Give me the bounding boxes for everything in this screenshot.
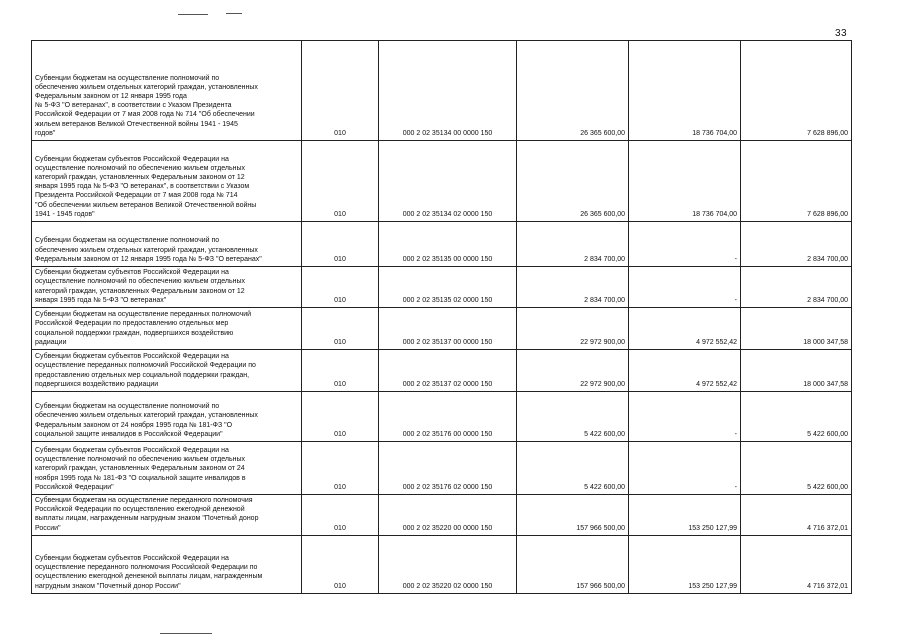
scan-mark (178, 14, 208, 15)
row-approved-amount: 5 422 600,00 (517, 392, 629, 442)
row-approved-amount: 5 422 600,00 (517, 442, 629, 495)
row-approved-amount: 22 972 900,00 (517, 308, 629, 350)
table-row (32, 41, 852, 141)
row-approved-amount: 26 365 600,00 (517, 141, 629, 222)
row-approved-amount: 22 972 900,00 (517, 350, 629, 392)
row-remaining-amount: 2 834 700,00 (741, 222, 852, 267)
row-executed-amount: 153 250 127,99 (629, 535, 741, 593)
row-remaining-amount: 7 628 896,00 (741, 141, 852, 222)
row-remaining-amount: 4 716 372,01 (741, 495, 852, 536)
row-approved-amount: 157 966 500,00 (517, 495, 629, 536)
table-row (32, 308, 852, 350)
scan-mark (160, 633, 212, 634)
row-budget-code: 000 2 02 35135 02 0000 150 (379, 267, 517, 308)
row-description: Субвенции бюджетам субъектов Российской Федерации на осуществление полномочий по обеспечению жильем отдельных категорий граждан, установленных Федеральным законом от 24 ноября 1995 года № 181-ФЗ "О социальной защите инвалидов в Российской Федерации" (32, 442, 302, 495)
row-code: 010 (302, 535, 379, 593)
row-description: Субвенции бюджетам на осуществление переданных полномочий Российской Федерации по предоставлению отдельных мер социальной поддержки граждан, подвергшихся воздействию радиации (32, 308, 302, 350)
row-remaining-amount: 5 422 600,00 (741, 392, 852, 442)
table-row (32, 392, 852, 442)
row-description: Субвенции бюджетам субъектов Российской Федерации на осуществление полномочий по обеспечению жильем отдельных категорий граждан, установленных Федеральным законом от 12 января 1995 года № 5-ФЗ "О ветеранах" (32, 267, 302, 308)
row-description: Субвенции бюджетам субъектов Российской Федерации на осуществление переданных полномочий Российской Федерации по предоставлению отдельных мер социальной поддержки граждан, подвергшихся воздействию радиации (32, 350, 302, 392)
row-budget-code: 000 2 02 35220 02 0000 150 (379, 535, 517, 593)
row-budget-code: 000 2 02 35176 00 0000 150 (379, 392, 517, 442)
row-description: Субвенции бюджетам на осуществление полномочий по обеспечению жильем отдельных категорий граждан, установленных Федеральным законом от 24 ноября 1995 года № 181-ФЗ "О социальной защите инвалидов в Российской Федерации" (32, 392, 302, 442)
table-row (32, 222, 852, 267)
row-code: 010 (302, 350, 379, 392)
row-budget-code: 000 2 02 35137 00 0000 150 (379, 308, 517, 350)
table-row (32, 535, 852, 593)
row-executed-amount: 18 736 704,00 (629, 41, 741, 141)
row-budget-code: 000 2 02 35135 00 0000 150 (379, 222, 517, 267)
table-row (32, 350, 852, 392)
row-budget-code: 000 2 02 35176 02 0000 150 (379, 442, 517, 495)
row-executed-amount: 4 972 552,42 (629, 308, 741, 350)
row-budget-code: 000 2 02 35134 02 0000 150 (379, 141, 517, 222)
row-code: 010 (302, 308, 379, 350)
row-executed-amount: - (629, 392, 741, 442)
row-approved-amount: 2 834 700,00 (517, 222, 629, 267)
budget-table (31, 40, 852, 594)
table-row (32, 141, 852, 222)
row-code: 010 (302, 392, 379, 442)
row-description: Субвенции бюджетам на осуществление переданного полномочия Российской Федерации по осуществлению ежегодной денежной выплаты лицам, награжденным нагрудным знаком "Почетный донор России" (32, 495, 302, 536)
row-code: 010 (302, 267, 379, 308)
table-row (32, 267, 852, 308)
row-description: Субвенции бюджетам субъектов Российской Федерации на осуществление переданного полномочия Российской Федерации по осуществлению ежегодной денежной выплаты лицам, награжденным нагрудным знаком "Почетный донор России" (32, 535, 302, 593)
row-executed-amount: 153 250 127,99 (629, 495, 741, 536)
row-code: 010 (302, 141, 379, 222)
row-code: 010 (302, 41, 379, 141)
scan-mark (226, 13, 242, 14)
row-remaining-amount: 2 834 700,00 (741, 267, 852, 308)
row-remaining-amount: 7 628 896,00 (741, 41, 852, 141)
row-remaining-amount: 4 716 372,01 (741, 535, 852, 593)
page-number: 33 (835, 28, 848, 39)
row-executed-amount: 4 972 552,42 (629, 350, 741, 392)
table-body (32, 41, 852, 594)
row-description: Субвенции бюджетам на осуществление полномочий по обеспечению жильем отдельных категорий граждан, установленных Федеральным законом от 12 января 1995 года № 5-ФЗ "О ветеранах", в соответствии с Указом Президента Российской Федерации от 7 мая 2008 года № 714 "Об обеспечении жильем ветеранов Великой Отечественной войны 1941 - 1945 годов" (32, 41, 302, 141)
row-remaining-amount: 18 000 347,58 (741, 350, 852, 392)
row-remaining-amount: 18 000 347,58 (741, 308, 852, 350)
row-budget-code: 000 2 02 35220 00 0000 150 (379, 495, 517, 536)
row-code: 010 (302, 222, 379, 267)
row-executed-amount: - (629, 267, 741, 308)
table-row (32, 495, 852, 536)
row-budget-code: 000 2 02 35134 00 0000 150 (379, 41, 517, 141)
row-approved-amount: 26 365 600,00 (517, 41, 629, 141)
row-approved-amount: 2 834 700,00 (517, 267, 629, 308)
row-description: Субвенции бюджетам субъектов Российской Федерации на осуществление полномочий по обеспечению жильем отдельных категорий граждан, установленных Федеральным законом от 12 января 1995 года № 5-ФЗ "О ветеранах", в соответствии с Указом Президента Российской Федерации от 7 мая 2008 года № 714 "Об обеспечении жильем ветеранов Великой Отечественной войны 1941 - 1945 годов" (32, 141, 302, 222)
row-executed-amount: - (629, 442, 741, 495)
row-budget-code: 000 2 02 35137 02 0000 150 (379, 350, 517, 392)
row-executed-amount: 18 736 704,00 (629, 141, 741, 222)
table-row (32, 442, 852, 495)
row-approved-amount: 157 966 500,00 (517, 535, 629, 593)
row-executed-amount: - (629, 222, 741, 267)
row-remaining-amount: 5 422 600,00 (741, 442, 852, 495)
row-description: Субвенции бюджетам на осуществление полномочий по обеспечению жильем отдельных категорий граждан, установленных Федеральным законом от 12 января 1995 года № 5-ФЗ "О ветеранах" (32, 222, 302, 267)
row-code: 010 (302, 495, 379, 536)
row-code: 010 (302, 442, 379, 495)
